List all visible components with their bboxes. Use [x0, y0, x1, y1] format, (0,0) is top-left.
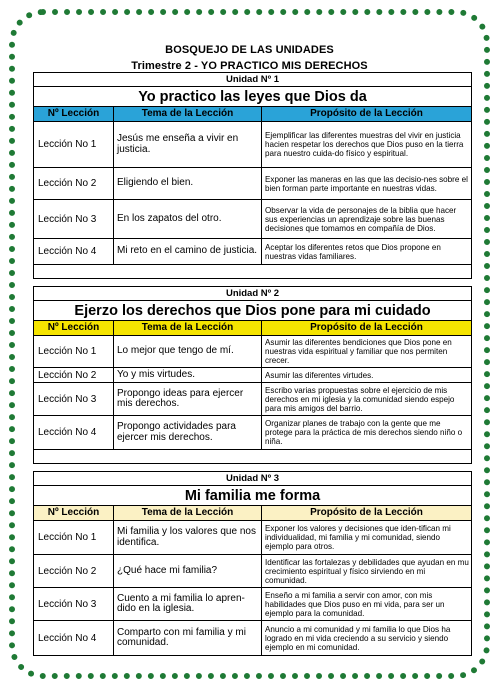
- lesson-purpose: Identificar las fortalezas y debilidades que ayudan en mu crecimiento espiritual y físico sirviendo en mi comunidad.: [265, 557, 469, 585]
- lesson-number: Lección No 4: [34, 239, 114, 264]
- table-row: [34, 383, 471, 416]
- column-header-lesson: Nº Lección: [34, 506, 114, 520]
- lesson-purpose: Escribo varias propuestas sobre el ejercicio de mis derechos en mi iglesia y la comunidad siendo espejo para mis amigos del barrio.: [265, 385, 455, 413]
- lesson-number: Lección No 3: [34, 383, 114, 415]
- table-row: [34, 200, 471, 239]
- unit-2: [33, 286, 472, 464]
- unit-label: Unidad Nº 1: [34, 73, 471, 87]
- lesson-number: Lección No 4: [34, 416, 114, 449]
- unit-gap: [33, 464, 472, 471]
- lesson-purpose: Exponer los valores y decisiones que iden-tifican mi individualidad, mi familia y mi comunidad, siendo ejemplo para otros.: [265, 524, 451, 551]
- table-row: [34, 368, 471, 383]
- table-row: [34, 621, 471, 655]
- lesson-number: Lección No 1: [34, 336, 114, 367]
- unit-label: Unidad Nº 3: [34, 472, 471, 486]
- lesson-topic: En los zapatos del otro.: [114, 200, 262, 238]
- lesson-topic: Cuento a mi familia lo apren-dido en la iglesia.: [114, 588, 262, 620]
- column-header-topic: Tema de la Lección: [114, 506, 262, 520]
- lesson-number: Lección No 2: [34, 368, 114, 382]
- unit-title: Mi familia me forma: [34, 486, 471, 506]
- lesson-purpose: Observar la vida de personajes de la biblia que hacer sus experiencias un aprendizaje sobre las buenas decisiones que tomamos en compañía de Dios.: [265, 205, 457, 233]
- table-row: [34, 555, 471, 588]
- unit-1: [33, 72, 472, 279]
- table-row: [34, 336, 471, 368]
- table-row: [34, 588, 471, 621]
- column-header-lesson: Nº Lección: [34, 107, 114, 121]
- column-header-purpose: Propósito de la Lección: [310, 108, 423, 119]
- lesson-purpose: Asumir las diferentes bendiciones que Dios pone en nuestras vida espiritual y familiar que nos permiten crecer.: [265, 338, 452, 365]
- lesson-purpose: Organizar planes de trabajo con la gente que me protege para la práctica de mis derechos siendo niño o niña.: [265, 419, 463, 446]
- unit-gap: [33, 279, 472, 286]
- lesson-number: Lección No 3: [34, 588, 114, 620]
- column-header-purpose: Propósito de la Lección: [310, 322, 423, 333]
- lesson-topic: Mi reto en el camino de justicia.: [114, 239, 262, 264]
- lesson-topic: Eligiendo el bien.: [114, 168, 262, 199]
- lesson-topic: Jesús me enseña a vivir en justicia.: [114, 122, 262, 167]
- lesson-topic: Propongo actividades para ejercer mis derechos.: [114, 416, 262, 449]
- units-table: [33, 72, 472, 656]
- table-row: [34, 122, 471, 168]
- lesson-number: Lección No 1: [34, 521, 114, 554]
- lesson-number: Lección No 2: [34, 555, 114, 587]
- lesson-purpose: Asumir las diferentes virtudes.: [265, 370, 374, 380]
- lesson-purpose: Ejemplificar las diferentes muestras del vivir en justicia hacien respetar los derechos que Dios puso en la tierra para nuestro cuida-do físico y espiritual.: [265, 131, 464, 158]
- page-title: BOSQUEJO DE LAS UNIDADES: [165, 44, 334, 56]
- lesson-topic: Propongo ideas para ejercer mis derechos.: [114, 383, 262, 415]
- table-row: [34, 168, 471, 200]
- column-header-row: [34, 506, 471, 521]
- lesson-topic: Comparto con mi familia y mi comunidad.: [114, 621, 262, 655]
- column-header-topic: Tema de la Lección: [114, 321, 262, 335]
- lesson-topic: Mi familia y los valores que nos identifica.: [114, 521, 262, 554]
- unit-label: Unidad Nº 2: [34, 287, 471, 301]
- lesson-number: Lección No 3: [34, 200, 114, 238]
- lesson-topic: ¿Qué hace mi familia?: [114, 555, 262, 587]
- lesson-purpose: Aceptar los diferentes retos que Dios propone en nuestras vidas familiares.: [265, 242, 441, 261]
- table-row: [34, 521, 471, 555]
- column-header-lesson: Nº Lección: [34, 321, 114, 335]
- lesson-purpose: Anuncio a mi comunidad y mi familia lo que Dios ha logrado en mi vida creciendo a su servicio y siendo ejemplo en mi comunidad.: [265, 624, 451, 652]
- empty-row: [34, 450, 471, 463]
- column-header-row: [34, 107, 471, 122]
- lesson-number: Lección No 4: [34, 621, 114, 655]
- lesson-purpose: Enseño a mi familia a servir con amor, con mis habilidades que Dios puso en mi vida, para ser un ejemplo para la comunidad.: [265, 590, 445, 618]
- lesson-topic: Yo y mis virtudes.: [114, 368, 262, 382]
- column-header-purpose: Propósito de la Lección: [310, 507, 423, 518]
- unit-title: Ejerzo los derechos que Dios pone para mi cuidado: [34, 301, 471, 321]
- unit-3: [33, 471, 472, 656]
- unit-title: Yo practico las leyes que Dios da: [34, 87, 471, 107]
- lesson-topic: Lo mejor que tengo de mí.: [114, 336, 262, 367]
- page-subtitle: Trimestre 2 - YO PRACTICO MIS DERECHOS: [131, 60, 368, 72]
- column-header-row: [34, 321, 471, 336]
- table-row: [34, 416, 471, 450]
- lesson-number: Lección No 2: [34, 168, 114, 199]
- table-row: [34, 239, 471, 265]
- lesson-number: Lección No 1: [34, 122, 114, 167]
- lesson-purpose: Exponer las maneras en las que las decisio-nes sobre el bien forman parte importante en nuestras vidas.: [265, 174, 468, 193]
- empty-row: [34, 265, 471, 278]
- column-header-topic: Tema de la Lección: [114, 107, 262, 121]
